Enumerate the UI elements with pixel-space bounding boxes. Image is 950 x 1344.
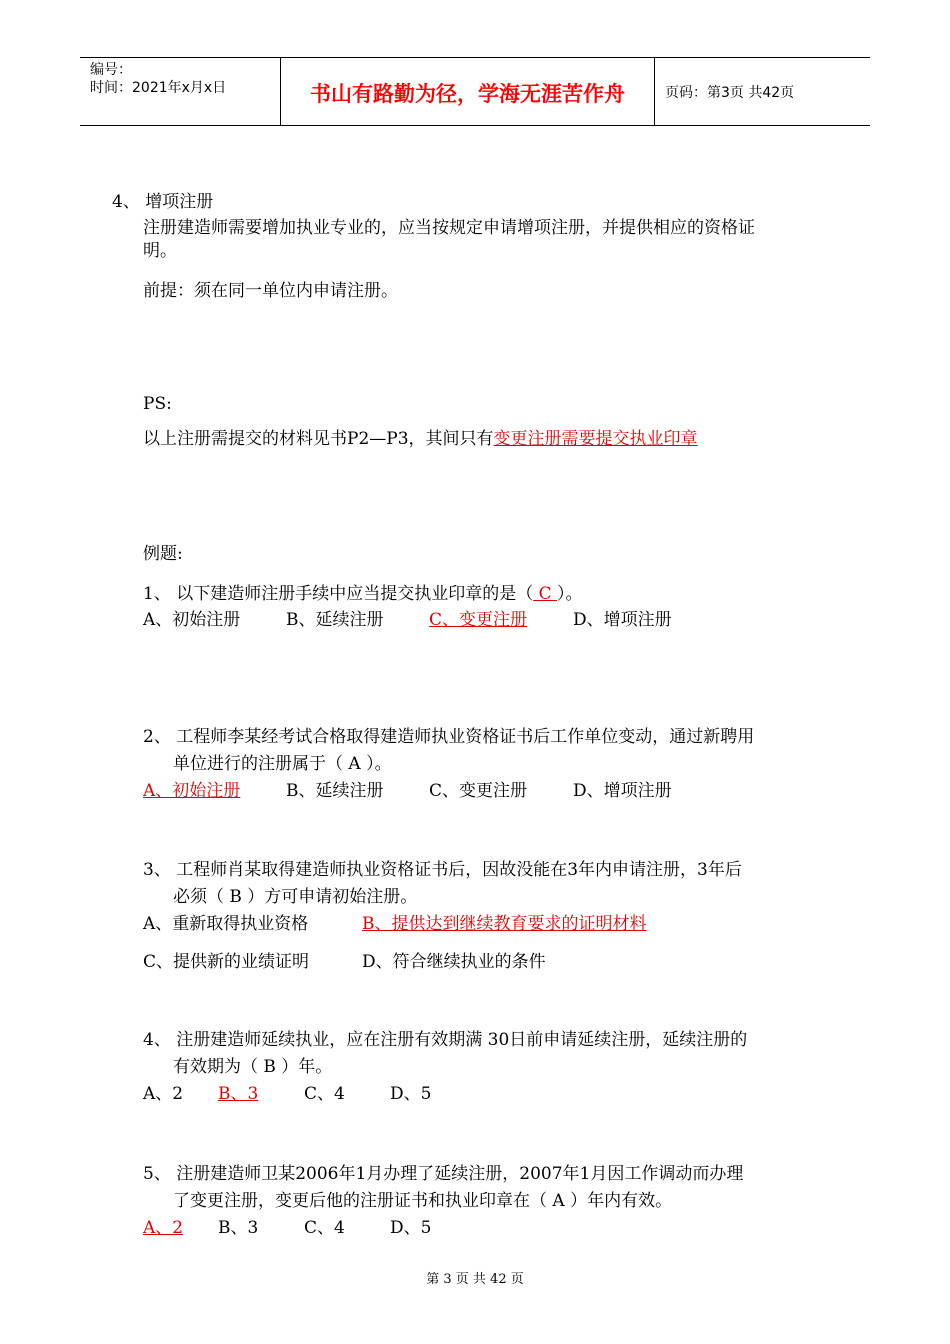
section-body-line2: 明。 — [143, 241, 177, 261]
header-motto: 书山有路勤为径，学海无涯苦作舟 — [310, 82, 625, 106]
question-4-option-b: B、3 — [218, 1084, 259, 1104]
question-5-line1: 5、 注册建造师卫某2006年1月办理了延续注册，2007年1月因工作调动而办理 — [143, 1164, 744, 1184]
question-5-line2: 了变更注册，变更后他的注册证书和执业印章在（ A ）年内有效。 — [173, 1191, 673, 1211]
question-4-option-d: D、5 — [390, 1084, 432, 1104]
header-page-cell — [655, 58, 870, 125]
document-time-label: 时间：2021年x月x日 — [90, 80, 227, 96]
page-header — [80, 57, 870, 126]
question-2-option-d: D、增项注册 — [573, 781, 672, 801]
question-3-line1: 3、 工程师肖某取得建造师执业资格证书后，因故没能在3年内申请注册，3年后 — [143, 860, 742, 880]
question-2-line2: 单位进行的注册属于（ A ）。 — [173, 754, 392, 774]
ps-label: PS: — [143, 394, 172, 414]
ps-text: 以上注册需提交的材料见书P2—P3，其间只有 — [143, 429, 494, 449]
question-2-option-a: A、初始注册 — [143, 781, 241, 801]
document-number-label: 编号： — [90, 62, 132, 78]
section-body-line1: 注册建造师需要增加执业专业的，应当按规定申请增项注册，并提供相应的资格证 — [143, 218, 755, 238]
ps-highlight: 变更注册需要提交执业印章 — [493, 429, 698, 449]
header-page-number: 页码：第3页 共42页 — [665, 85, 795, 101]
question-3-option-a: A、重新取得执业资格 — [143, 914, 309, 934]
question-5-option-a: A、2 — [143, 1218, 184, 1238]
question-5-option-c: C、4 — [304, 1218, 345, 1238]
section-premise: 前提：须在同一单位内申请注册。 — [143, 281, 398, 301]
question-3-option-c: C、提供新的业绩证明 — [143, 952, 310, 972]
header-motto-cell — [281, 58, 655, 125]
question-1-answer: C — [533, 584, 558, 604]
question-2-option-c: C、变更注册 — [429, 781, 528, 801]
question-1-end: ）。 — [557, 584, 583, 604]
page-footer: 第 3 页 共 42 页 — [426, 1272, 524, 1287]
question-4-line2: 有效期为（ B ）年。 — [173, 1057, 333, 1077]
question-1-option-a: A、初始注册 — [143, 610, 241, 630]
question-4-option-a: A、2 — [143, 1084, 184, 1104]
question-2-line1: 2、 工程师李某经考试合格取得建造师执业资格证书后工作单位变动，通过新聘用 — [143, 727, 755, 747]
section-title: 4、 增项注册 — [112, 192, 214, 212]
question-1-option-b: B、延续注册 — [286, 610, 384, 630]
examples-label: 例题: — [143, 544, 183, 564]
question-1-option-d: D、增项注册 — [573, 610, 672, 630]
question-3-line2: 必须（ B ）方可申请初始注册。 — [173, 887, 418, 907]
question-2-option-b: B、延续注册 — [286, 781, 384, 801]
ps-note — [143, 428, 698, 450]
header-meta-cell — [80, 58, 281, 125]
question-1-text: 1、 以下建造师注册手续中应当提交执业印章的是（ — [143, 584, 534, 604]
question-1-stem — [143, 583, 583, 605]
question-4-line1: 4、 注册建造师延续执业，应在注册有效期满 30日前申请延续注册，延续注册的 — [143, 1030, 748, 1050]
question-3-option-b: B、提供达到继续教育要求的证明材料 — [362, 914, 647, 934]
question-3-option-d: D、符合继续执业的条件 — [362, 952, 546, 972]
question-5-option-d: D、5 — [390, 1218, 432, 1238]
question-4-option-c: C、4 — [304, 1084, 345, 1104]
question-1-option-c: C、变更注册 — [429, 610, 528, 630]
question-5-option-b: B、3 — [218, 1218, 259, 1238]
